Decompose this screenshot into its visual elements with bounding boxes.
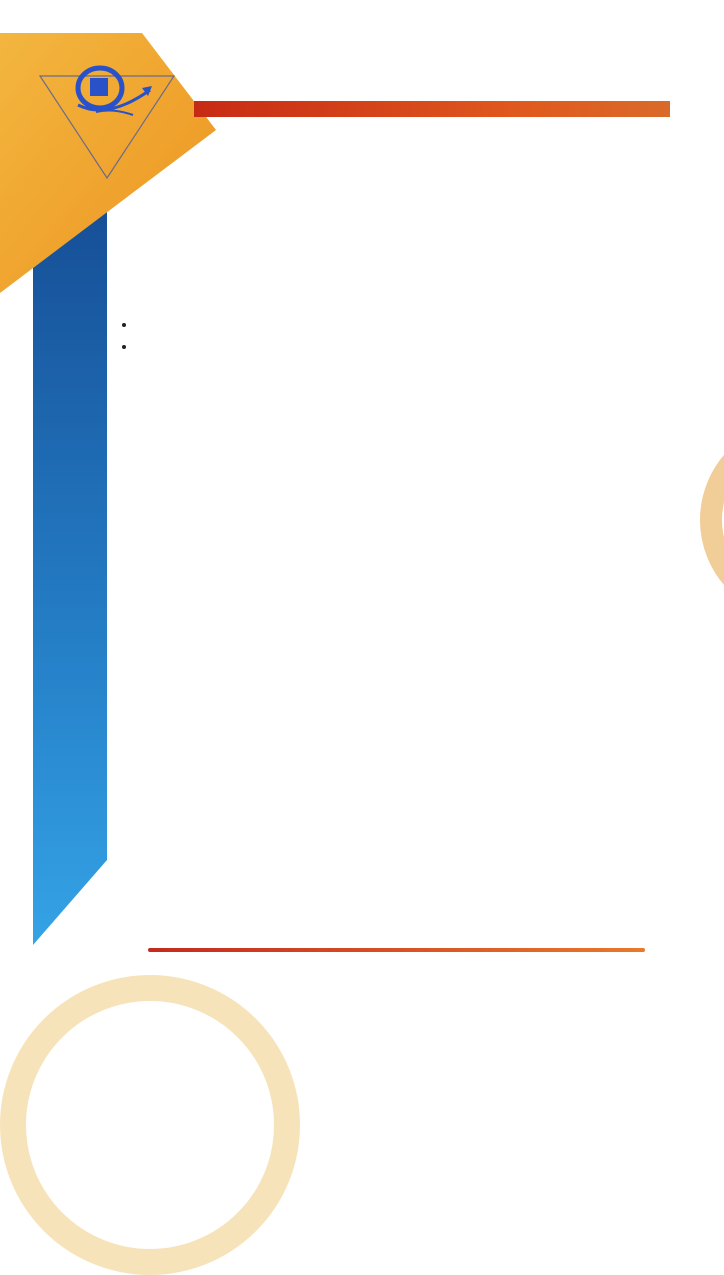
zones-list <box>115 314 651 358</box>
halftone-dots-top <box>446 92 666 152</box>
communique-body <box>115 292 651 468</box>
facebook-icon[interactable] <box>554 923 573 942</box>
logo-emblem-icon <box>38 60 178 185</box>
decorative-ring-bottom <box>0 975 300 1275</box>
zone-item <box>137 336 651 358</box>
decorative-ring-right <box>700 420 724 620</box>
zone-item <box>137 314 651 336</box>
city-logo <box>38 60 178 185</box>
instagram-icon[interactable] <box>577 923 596 942</box>
blue-side-band <box>33 210 107 945</box>
footer-divider <box>148 948 645 952</box>
halftone-dots-bottom-right <box>612 760 724 1024</box>
